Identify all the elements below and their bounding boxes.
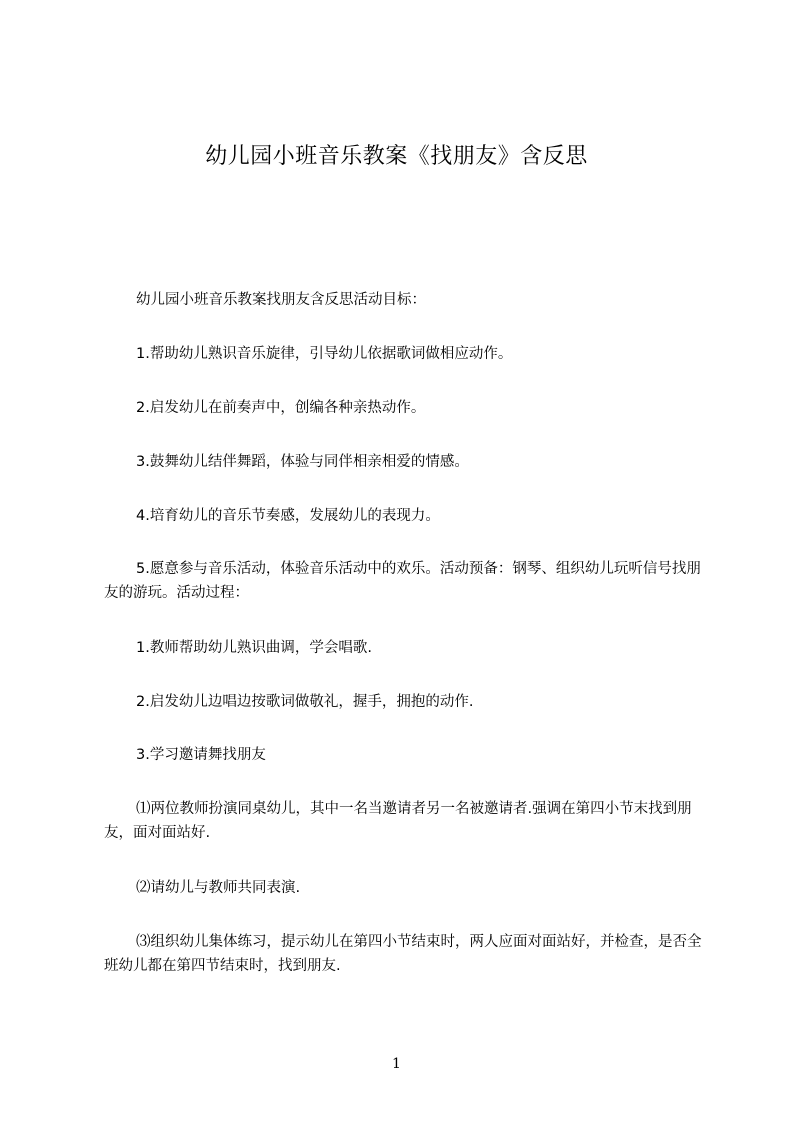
document-title: 幼儿园小班音乐教案《找朋友》含反思 [205, 144, 588, 169]
paragraph-step-1: ⑴两位教师扮演同桌幼儿，其中一名当邀请者另一名被邀请者.强调在第四小节末找到朋友，面对面站好. [104, 801, 692, 841]
paragraph-objective-4: 4.培育幼儿的音乐节奏感，发展幼儿的表现力。 [136, 508, 440, 524]
page-number: 1 [392, 1056, 401, 1072]
paragraph-objective-2: 2.启发幼儿在前奏声中，创编各种亲热动作。 [136, 400, 426, 416]
paragraph-process-3: 3.学习邀请舞找朋友 [136, 747, 266, 763]
paragraph-objectives-heading: 幼儿园小班音乐教案找朋友含反思活动目标： [136, 292, 426, 308]
paragraph-objective-5: 5.愿意参与音乐活动，体验音乐活动中的欢乐。活动预备：钢琴、组织幼儿玩听信号找朋友的游玩。活动过程： [104, 561, 701, 601]
paragraph-process-2: 2.启发幼儿边唱边按歌词做敬礼，握手，拥抱的动作. [136, 694, 474, 710]
paragraph-process-1: 1.教师帮助幼儿熟识曲调，学会唱歌. [136, 640, 372, 656]
paragraph-step-2: ⑵请幼儿与教师共同表演. [136, 880, 301, 896]
paragraph-objective-1: 1.帮助幼儿熟识音乐旋律，引导幼儿依据歌词做相应动作。 [136, 346, 513, 362]
paragraph-step-3: ⑶组织幼儿集体练习，提示幼儿在第四小节结束时，两人应面对面站好，并检查，是否全班幼儿都在第四节结束时，找到朋友. [104, 934, 702, 974]
paragraph-objective-3: 3.鼓舞幼儿结伴舞蹈，体验与同伴相亲相爱的情感。 [136, 454, 469, 470]
